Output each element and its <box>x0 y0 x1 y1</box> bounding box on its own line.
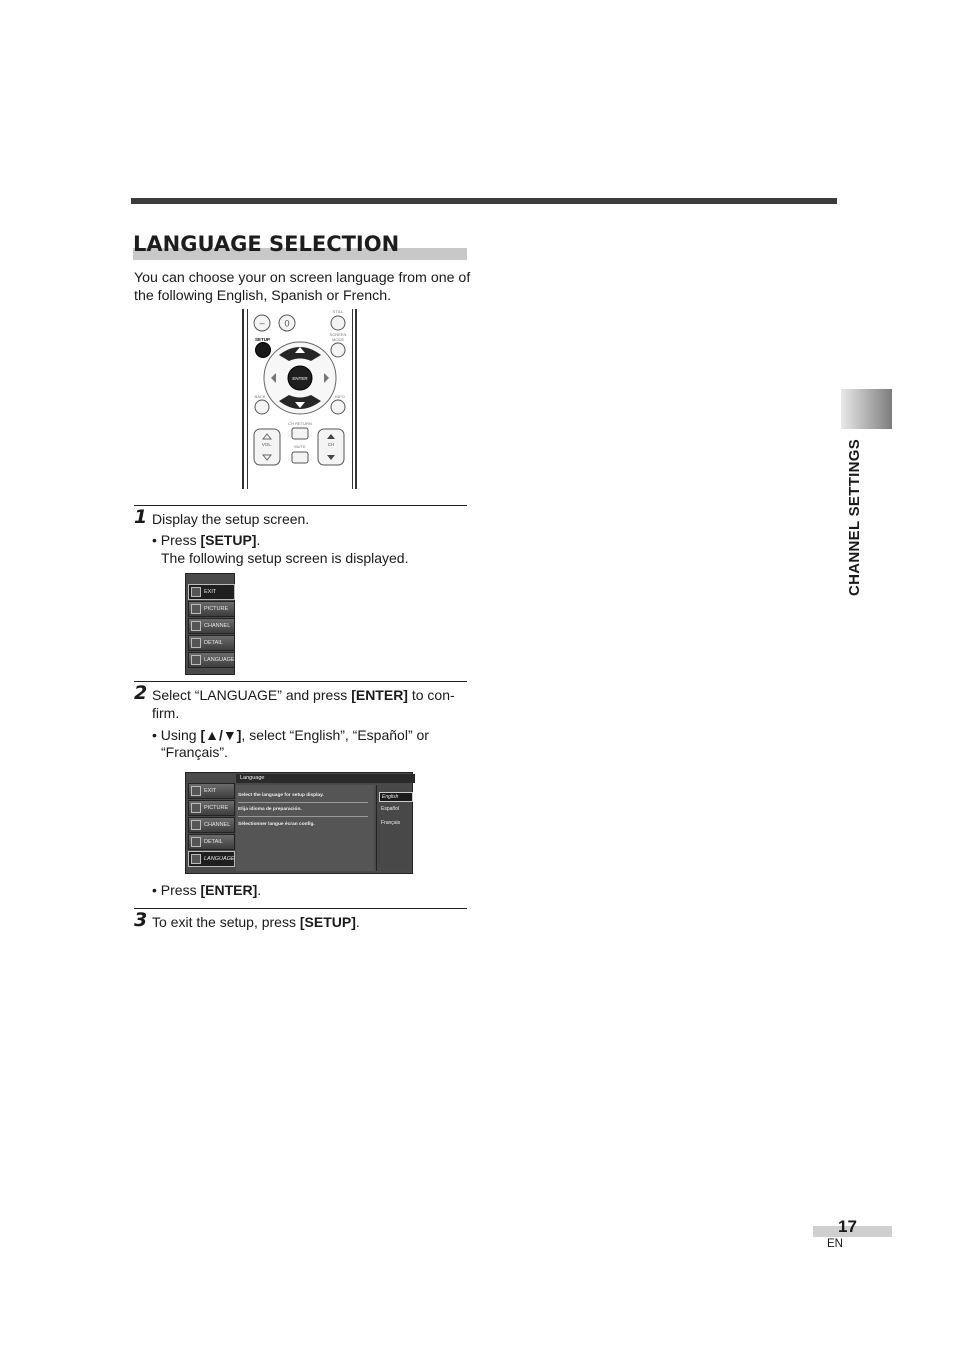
language-icon <box>191 854 201 864</box>
step-1-bullet <box>152 532 260 550</box>
menu-item-channel: CHANNEL <box>188 817 235 833</box>
page-title: LANGUAGE SELECTION <box>133 232 400 256</box>
zero-key-label: 0 <box>284 318 290 329</box>
step-2-instruction-line2: firm. <box>152 705 180 721</box>
option-francais: Français <box>381 820 401 826</box>
menu-item-detail: DETAIL <box>188 635 235 651</box>
intro-text: You can choose your on screen language from one of the following English, Spanish or French. <box>134 270 471 304</box>
menu-item-channel: CHANNEL <box>188 618 235 634</box>
mute-button <box>292 452 308 463</box>
detail-icon <box>191 638 201 648</box>
press-suffix: . <box>257 882 262 898</box>
step-1-instruction: Display the setup screen. <box>152 511 310 527</box>
arrow-keys-text: [▲/▼] <box>200 727 242 743</box>
menu-item-detail: DETAIL <box>188 834 235 850</box>
language-menu-screen <box>185 772 413 874</box>
top-rule <box>131 198 837 204</box>
step-1-bullet-suffix: . <box>256 532 261 548</box>
step-2-bullet-prefix: • Using <box>152 727 201 743</box>
language-options-panel <box>376 785 412 871</box>
step-3-number: 3 <box>134 909 148 931</box>
step-2-main-suffix: to con- <box>407 687 455 703</box>
vol-label: VOL. <box>261 442 273 447</box>
page-language: EN <box>827 1238 843 1250</box>
step-1-rule <box>134 505 467 506</box>
detail-icon <box>191 837 201 847</box>
still-button <box>331 316 345 330</box>
exit-icon <box>191 786 201 796</box>
step-3-suffix: . <box>355 914 360 930</box>
step-1-bullet-line2: The following setup screen is displayed. <box>161 550 409 566</box>
back-button <box>255 400 269 414</box>
setup-key-text: [SETUP] <box>200 532 257 548</box>
option-espanol: Español <box>381 806 400 812</box>
language-icon <box>191 655 201 665</box>
exit-icon <box>191 587 201 597</box>
menu-item-exit: EXIT <box>188 584 235 600</box>
info-label: INFO <box>335 394 345 399</box>
language-description-panel <box>236 785 374 871</box>
step-2-press-enter <box>152 882 261 900</box>
step-3-instruction <box>152 914 360 932</box>
channel-icon <box>191 820 201 830</box>
mute-label: MUTE <box>294 444 306 449</box>
step-2-bullet-suffix: , select “English”, “Español” or <box>241 727 429 743</box>
page-number: 17 <box>838 1217 857 1236</box>
setup-key-text-2: [SETUP] <box>299 914 356 930</box>
dash-key-label: – <box>259 318 265 328</box>
enter-key-text: [ENTER] <box>351 687 408 703</box>
enter-label: ENTER <box>292 376 308 381</box>
screen-mode-label-1: SCREEN <box>329 332 347 337</box>
enter-key-text-2: [ENTER] <box>200 882 258 898</box>
step-1-bullet-prefix: • Press <box>152 532 201 548</box>
screen-mode-label-2: MODE <box>332 337 344 342</box>
back-label: BACK <box>254 394 266 399</box>
screen-mode-button <box>331 343 345 357</box>
ch-return-label: CH RETURN <box>288 421 312 426</box>
step-2-bullet <box>152 727 429 745</box>
step-2-instruction <box>152 687 455 705</box>
menu-item-picture: PICTURE <box>188 601 235 617</box>
language-line-es: Elija idioma de preparación. <box>238 807 368 817</box>
setup-label: SETUP <box>255 337 271 342</box>
step-2-number: 2 <box>134 682 148 704</box>
sidebar-section-label: CHANNEL SETTINGS <box>846 438 863 596</box>
step-2-bullet-line2: “Français”. <box>161 744 228 760</box>
sidebar-tab <box>841 389 892 429</box>
step-2-main-prefix: Select “LANGUAGE” and press <box>152 687 352 703</box>
menu-item-language: LANGUAGE <box>188 652 235 668</box>
press-prefix: • Press <box>152 882 201 898</box>
menu-item-language-selected: LANGUAGE <box>188 851 235 867</box>
ch-return-button <box>292 428 308 439</box>
remote-control-illustration <box>241 309 359 491</box>
step-3-rule <box>134 908 467 909</box>
picture-icon <box>191 604 201 614</box>
language-line-fr: Sélectionner langue écran config. <box>238 822 315 827</box>
still-label: STILL <box>332 309 344 314</box>
language-line-en: Select the language for setup display. <box>238 793 368 803</box>
info-button <box>331 400 345 414</box>
picture-icon <box>191 803 201 813</box>
setup-button <box>256 343 271 358</box>
step-2-rule <box>134 681 467 682</box>
menu-item-exit: EXIT <box>188 783 235 799</box>
step-3-prefix: To exit the setup, press <box>152 914 300 930</box>
option-english: English <box>379 792 413 802</box>
ch-label: CH <box>327 442 335 447</box>
setup-menu-screen <box>185 573 235 675</box>
section-header <box>133 232 467 262</box>
menu-item-picture: PICTURE <box>188 800 235 816</box>
language-panel-header: Language <box>236 774 415 783</box>
channel-icon <box>191 621 201 631</box>
step-1-number: 1 <box>134 506 148 528</box>
